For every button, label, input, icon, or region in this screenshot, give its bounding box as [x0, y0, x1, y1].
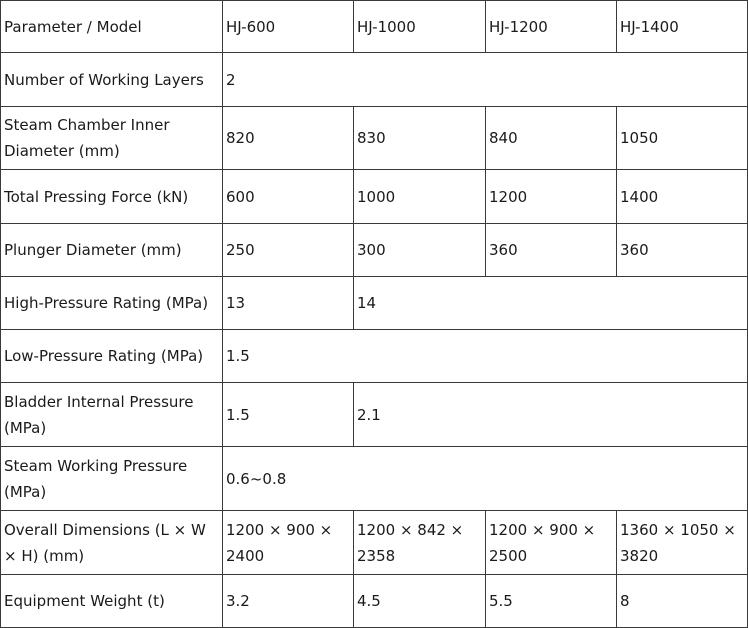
table-row: [1, 447, 748, 511]
row-label: Steam Working Pressure (MPa): [1, 447, 223, 511]
table-cell: 820: [223, 107, 354, 170]
table-cell: 0.6~0.8: [223, 447, 748, 511]
table-cell: 1000: [354, 170, 486, 224]
table-cell: 1050: [617, 107, 748, 170]
row-label: Overall Dimensions (L × W × H) (mm): [1, 511, 223, 575]
table-cell: 8: [617, 575, 748, 628]
header-cell-model: HJ-1000: [354, 1, 486, 53]
table-cell: 830: [354, 107, 486, 170]
table-row: [1, 277, 748, 330]
table-cell: 250: [223, 224, 354, 277]
table-cell: 360: [486, 224, 617, 277]
header-cell-model: HJ-600: [223, 1, 354, 53]
table-cell: 14: [354, 277, 748, 330]
table-row: [1, 383, 748, 447]
table-cell: 2: [223, 53, 748, 107]
table-cell: 5.5: [486, 575, 617, 628]
table-row: [1, 53, 748, 107]
row-label: Low-Pressure Rating (MPa): [1, 330, 223, 383]
table-cell: 840: [486, 107, 617, 170]
table-row: [1, 330, 748, 383]
row-label: High-Pressure Rating (MPa): [1, 277, 223, 330]
table-cell: 300: [354, 224, 486, 277]
table-cell: 1360 × 1050 × 3820: [617, 511, 748, 575]
table-row: [1, 170, 748, 224]
table-cell: 1200 × 900 × 2400: [223, 511, 354, 575]
table-cell: 1200 × 842 × 2358: [354, 511, 486, 575]
table-cell: 1.5: [223, 383, 354, 447]
row-label: Equipment Weight (t): [1, 575, 223, 628]
table-cell: 2.1: [354, 383, 748, 447]
row-label: Total Pressing Force (kN): [1, 170, 223, 224]
table-row: [1, 511, 748, 575]
row-label: Bladder Internal Pressure (MPa): [1, 383, 223, 447]
row-label: Steam Chamber Inner Diameter (mm): [1, 107, 223, 170]
table-cell: 600: [223, 170, 354, 224]
table-header-row: [1, 1, 748, 53]
header-cell-parameter: Parameter / Model: [1, 1, 223, 53]
table-cell: 360: [617, 224, 748, 277]
table-cell: 1400: [617, 170, 748, 224]
table-cell: 3.2: [223, 575, 354, 628]
table-cell: 1.5: [223, 330, 748, 383]
table-row: [1, 224, 748, 277]
table-row: [1, 575, 748, 628]
header-cell-model: HJ-1400: [617, 1, 748, 53]
row-label: Number of Working Layers: [1, 53, 223, 107]
row-label: Plunger Diameter (mm): [1, 224, 223, 277]
table-row: [1, 107, 748, 170]
table-cell: 1200: [486, 170, 617, 224]
table-cell: 4.5: [354, 575, 486, 628]
table-cell: 1200 × 900 × 2500: [486, 511, 617, 575]
header-cell-model: HJ-1200: [486, 1, 617, 53]
table-cell: 13: [223, 277, 354, 330]
